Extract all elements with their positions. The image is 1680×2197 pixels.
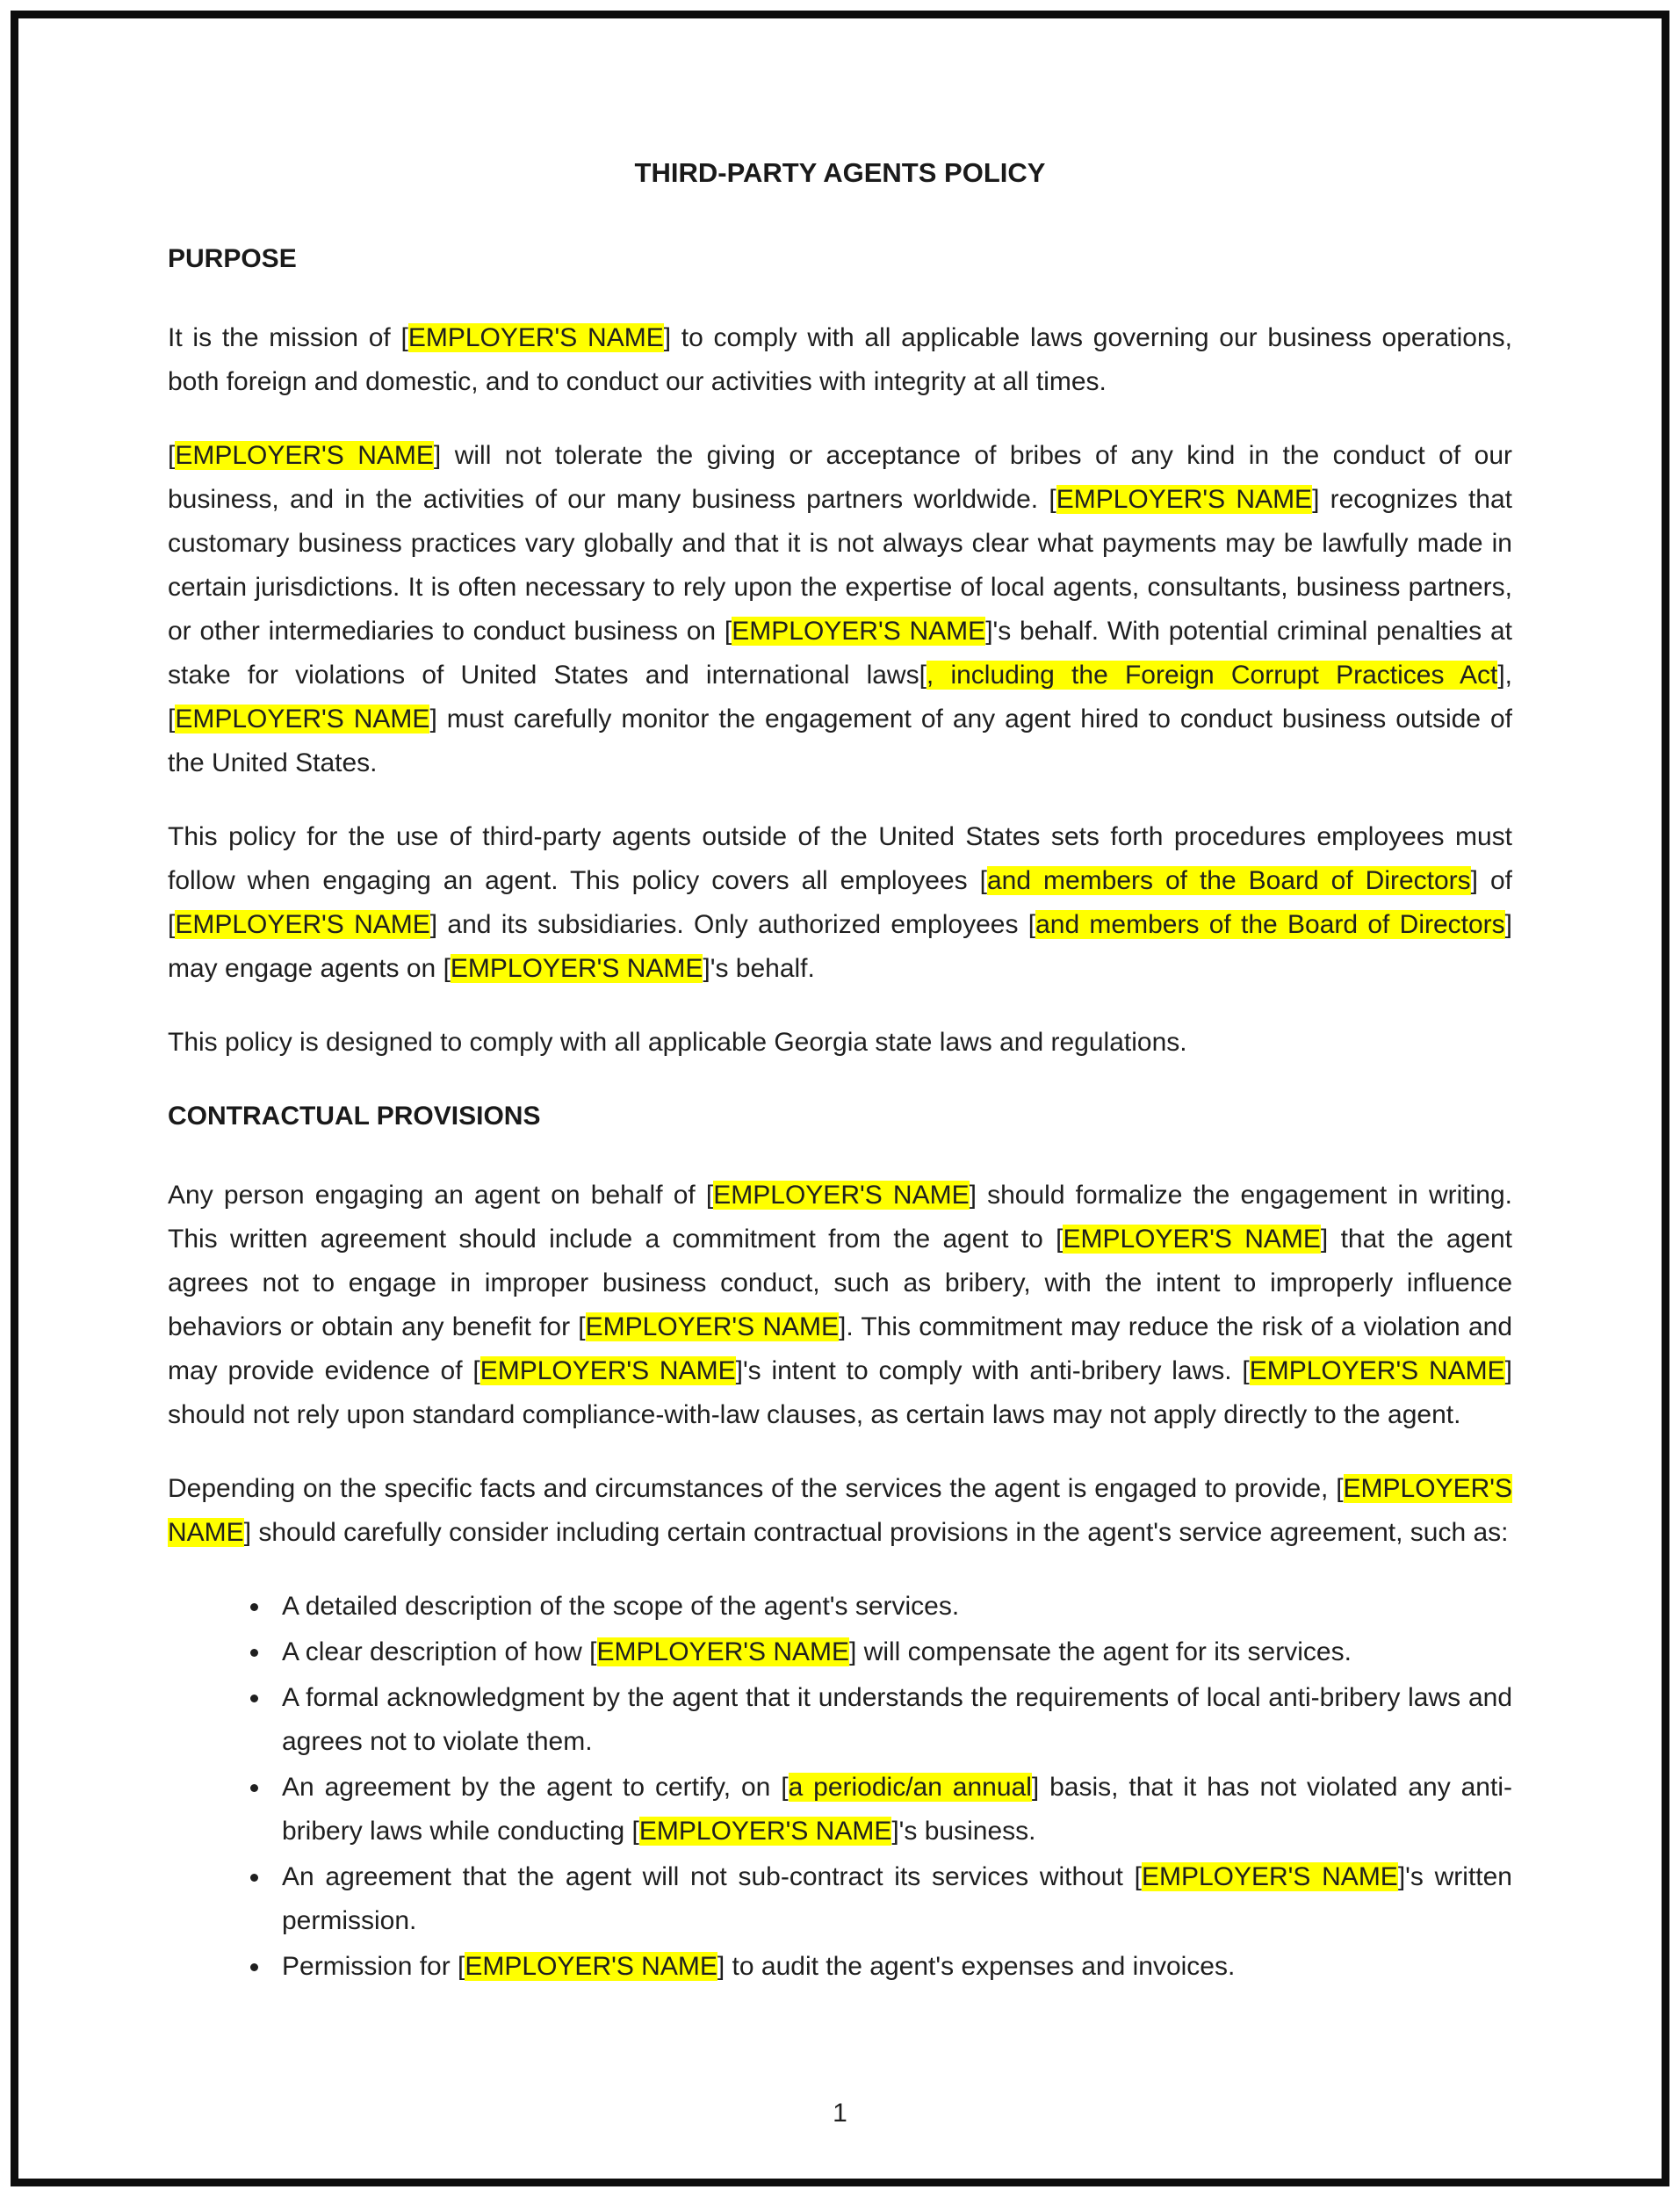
placeholder-highlight: EMPLOYER'S NAME bbox=[1249, 1356, 1505, 1385]
text-run: ] will compensate the agent for its services. bbox=[849, 1637, 1352, 1666]
placeholder-highlight: EMPLOYER'S NAME bbox=[732, 617, 986, 646]
placeholder-highlight: EMPLOYER'S NAME bbox=[175, 441, 434, 470]
text-run: ] must carefully monitor the engagement of any agent hired to conduct business outside of the United States. bbox=[168, 705, 1512, 777]
paragraph bbox=[168, 434, 1512, 785]
paragraph bbox=[168, 815, 1512, 991]
placeholder-highlight: EMPLOYER'S NAME bbox=[175, 910, 430, 939]
placeholder-highlight: EMPLOYER'S NAME bbox=[175, 705, 430, 734]
text-run: A formal acknowledgment by the agent that it understands the requirements of local anti-bribery laws and agrees not to violate them. bbox=[282, 1683, 1512, 1756]
placeholder-highlight: EMPLOYER'S NAME bbox=[479, 1356, 736, 1385]
text-run: ] to comply with all applicable laws governing our business operations, both foreign and domestic, and to conduct our activities with integrity at all times. bbox=[168, 323, 1512, 396]
bullet-item bbox=[271, 1855, 1512, 1943]
text-run: ]'s behalf. bbox=[703, 954, 815, 983]
text-run: ]'s business. bbox=[891, 1817, 1036, 1846]
placeholder-highlight: a periodic/an annual bbox=[788, 1773, 1032, 1802]
bullet-item bbox=[271, 1945, 1512, 1989]
placeholder-highlight: EMPLOYER'S NAME bbox=[585, 1312, 839, 1341]
text-run: CONTRACTUAL PROVISIONS bbox=[168, 1102, 541, 1131]
placeholder-highlight: EMPLOYER'S NAME bbox=[465, 1952, 717, 1981]
text-run: ] to audit the agent's expenses and invoices. bbox=[717, 1952, 1236, 1981]
text-run: PURPOSE bbox=[168, 244, 297, 273]
text-run: An agreement by the agent to certify, on [ bbox=[282, 1773, 789, 1802]
document-blocks bbox=[168, 237, 1512, 1989]
placeholder-highlight: EMPLOYER'S NAME bbox=[638, 1817, 892, 1846]
text-run: ]'s intent to comply with anti-bribery laws. [ bbox=[735, 1356, 1250, 1385]
text-run: ] should formalize the engagement in writing. This written agreement should include a commitment from the agent to [ bbox=[168, 1181, 1512, 1254]
text-run: ], [ bbox=[168, 661, 1512, 734]
text-run: An agreement that the agent will not sub-contract its services without [ bbox=[282, 1862, 1142, 1891]
placeholder-highlight: EMPLOYER'S NAME bbox=[407, 323, 664, 352]
bullet-item bbox=[271, 1630, 1512, 1674]
bullet-item bbox=[271, 1676, 1512, 1764]
text-run: Permission for [ bbox=[282, 1952, 465, 1981]
placeholder-highlight: EMPLOYER'S NAME bbox=[168, 1474, 1512, 1547]
text-run: ]. This commitment may reduce the risk of a violation and may provide evidence of [ bbox=[168, 1312, 1512, 1385]
text-run: ] that the agent agrees not to engage in improper business conduct, such as bribery, with the intent to improperly influence behaviors or obtain any benefit for [ bbox=[168, 1225, 1512, 1341]
paragraph bbox=[168, 1021, 1512, 1065]
paragraph bbox=[168, 1174, 1512, 1437]
text-run: ] and its subsidiaries. Only authorized employees [ bbox=[429, 910, 1036, 939]
bullet-list bbox=[168, 1585, 1512, 1989]
paragraph bbox=[168, 316, 1512, 404]
placeholder-highlight: and members of the Board of Directors bbox=[1035, 910, 1505, 939]
bullet-item bbox=[271, 1585, 1512, 1629]
document-content bbox=[168, 151, 1512, 2019]
placeholder-highlight: , including the Foreign Corrupt Practices Act bbox=[926, 661, 1498, 690]
text-run: [ bbox=[168, 441, 176, 470]
text-run: It is the mission of [ bbox=[168, 323, 408, 352]
placeholder-highlight: EMPLOYER'S NAME bbox=[1141, 1862, 1398, 1891]
text-run: A detailed description of the scope of the agent's services. bbox=[282, 1592, 960, 1621]
text-run: Depending on the specific facts and circumstances of the services the agent is engaged to provide, [ bbox=[168, 1474, 1344, 1503]
placeholder-highlight: EMPLOYER'S NAME bbox=[596, 1637, 849, 1666]
section-heading bbox=[168, 237, 1512, 281]
text-run: ]'s behalf. With potential criminal penalties at stake for violations of United States and international laws[ bbox=[168, 617, 1512, 690]
text-run: ] should carefully consider including certain contractual provisions in the agent's service agreement, such as: bbox=[243, 1518, 1509, 1547]
placeholder-highlight: EMPLOYER'S NAME bbox=[450, 954, 703, 983]
text-run: This policy for the use of third-party agents outside of the United States sets forth procedures employees must follow when engaging an agent. This policy covers all employees [ bbox=[168, 822, 1512, 895]
placeholder-highlight: and members of the Board of Directors bbox=[986, 866, 1471, 895]
text-run: ] may engage agents on [ bbox=[168, 910, 1513, 983]
section-heading bbox=[168, 1095, 1512, 1138]
text-run: ]'s written permission. bbox=[282, 1862, 1512, 1935]
text-run: A clear description of how [ bbox=[282, 1637, 597, 1666]
placeholder-highlight: EMPLOYER'S NAME bbox=[1063, 1225, 1321, 1254]
text-run: This policy is designed to comply with all applicable Georgia state laws and regulations. bbox=[168, 1028, 1187, 1057]
placeholder-highlight: EMPLOYER'S NAME bbox=[713, 1181, 970, 1210]
text-run: ] of [ bbox=[168, 866, 1512, 939]
text-run: ] basis, that it has not violated any anti-bribery laws while conducting [ bbox=[282, 1773, 1512, 1846]
document-title: THIRD-PARTY AGENTS POLICY bbox=[634, 157, 1046, 188]
placeholder-highlight: EMPLOYER'S NAME bbox=[1056, 485, 1313, 514]
paragraph bbox=[168, 1467, 1512, 1555]
text-run: ] will not tolerate the giving or acceptance of bribes of any kind in the conduct of our business, and in the activities of our many business partners worldwide. [ bbox=[168, 441, 1512, 514]
bullet-item bbox=[271, 1766, 1512, 1854]
text-run: ] should not rely upon standard compliance-with-law clauses, as certain laws may not apply directly to the agent. bbox=[168, 1356, 1512, 1429]
page-number: 1 bbox=[833, 2099, 847, 2128]
text-run: ] recognizes that customary business practices vary globally and that it is not always clear what payments may be lawfully made in certain jurisdictions. It is often necessary to rely upon the expertise of local agents, consultants, business partners, or other intermediaries to conduct business on [ bbox=[168, 485, 1512, 646]
text-run: Any person engaging an agent on behalf of [ bbox=[168, 1181, 714, 1210]
